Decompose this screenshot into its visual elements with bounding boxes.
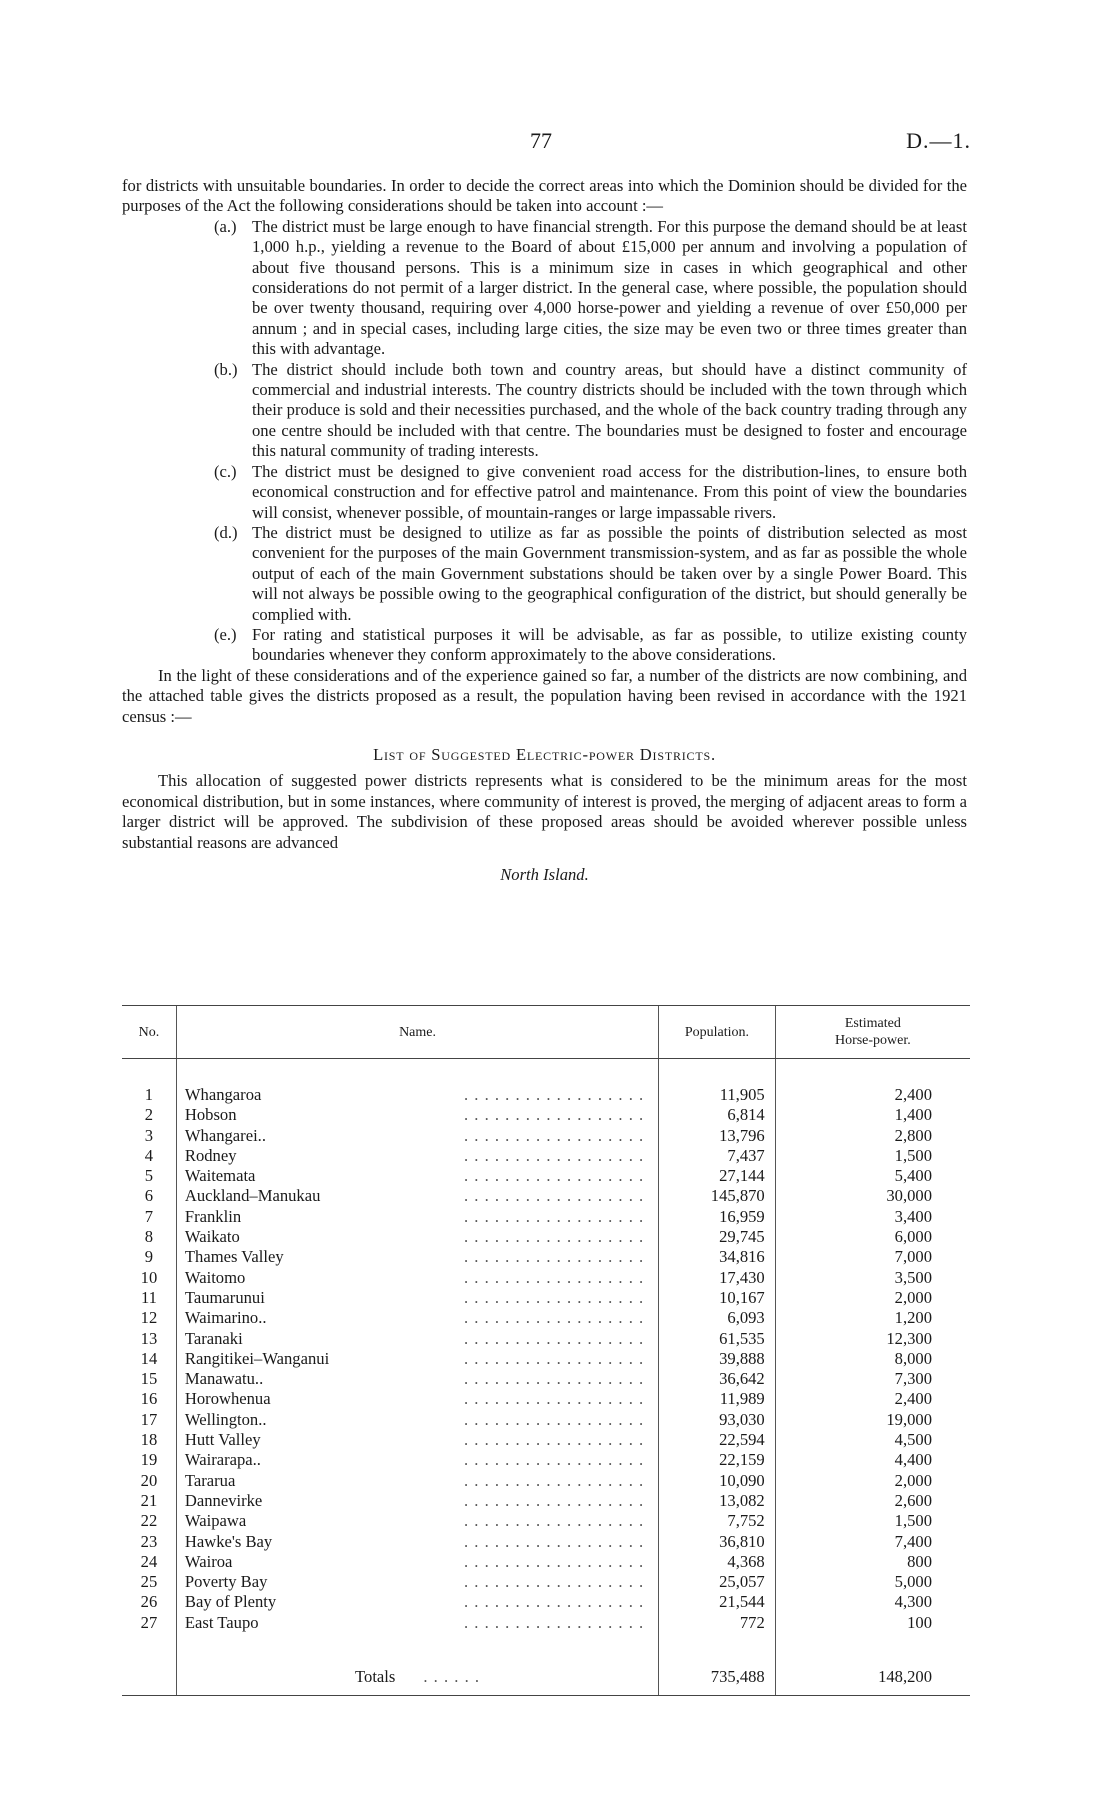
row-number: 9 (144, 1247, 154, 1267)
leader-dots: . . . . . . . . . . . . . . . . . . (463, 1450, 645, 1470)
row-name-cell (176, 1349, 658, 1369)
document-reference: D.—1. (906, 128, 971, 153)
row-population: 61,535 (659, 1329, 776, 1349)
allocation-paragraph: This allocation of suggested power districts represents what is considered to be the minimum areas for the most economical distribution, but in some instances, where community of interest is proved, the merging of adjacent areas to form a larger district will be approved. The subdivision of these proposed areas should be avoided wherever possible unless substantial reasons are advanced (122, 771, 967, 852)
table-row (122, 1227, 970, 1247)
districts-table-wrap (122, 1005, 970, 1696)
row-population: 36,642 (659, 1369, 776, 1389)
district-name: Hutt Valley (184, 1430, 261, 1450)
row-name-cell (176, 1207, 658, 1227)
row-population: 10,090 (659, 1471, 776, 1491)
district-name: Dannevirke (184, 1490, 263, 1510)
district-name: Waipawa (184, 1511, 247, 1531)
district-name: Auckland–Manukau (184, 1186, 321, 1206)
table-row (122, 1389, 970, 1409)
row-number: 7 (144, 1206, 154, 1226)
row-number: 2 (144, 1105, 154, 1125)
leader-dots: . . . . . . . . . . . . . . . . . . (463, 1085, 645, 1104)
district-name: Wairarapa.. (184, 1450, 261, 1470)
leader-dots: . . . . . . . . . . . . . . . . . . (463, 1287, 645, 1307)
district-name: Waikato (184, 1227, 240, 1247)
leader-dots: . . . . . . . . . . . . . . . . . . (463, 1592, 645, 1612)
leader-dots: . . . . . . . . . . . . . . . . . . (463, 1125, 645, 1145)
consideration-text: The district must be large enough to have financial strength. For this purpose the demand should be at least 1,000 h.p., yielding a revenue to the Board of about £15,000 per annum and involving a population of about five thousand persons. This is a minimum size in cases in which geographical and other considerations do not permit of a larger district. In the general case, where possible, the population should be over twenty thousand, requiring over 4,000 horse-power and yielding a revenue of over £50,000 per annum ; and in special cases, including large cities, the size may be even two or three times greater than this with advantage. (252, 216, 967, 359)
row-name-cell (176, 1532, 658, 1552)
row-number: 18 (140, 1430, 158, 1450)
row-horse-power: 19,000 (775, 1410, 970, 1430)
district-name: Whangaroa (184, 1085, 262, 1104)
table-row (122, 1105, 970, 1125)
row-population: 93,030 (659, 1410, 776, 1430)
row-number: 25 (140, 1572, 158, 1592)
row-population: 6,093 (659, 1308, 776, 1328)
row-number: 15 (140, 1369, 158, 1389)
district-name: Waimarino.. (184, 1308, 267, 1328)
row-population: 772 (659, 1613, 776, 1633)
row-population: 4,368 (659, 1552, 776, 1572)
row-number: 14 (140, 1348, 158, 1368)
totals-blank (122, 1659, 176, 1696)
row-population: 22,594 (659, 1430, 776, 1450)
row-population: 27,144 (659, 1166, 776, 1186)
leader-dots: . . . . . . . . . . . . . . . . . . (463, 1247, 645, 1267)
table-row (122, 1471, 970, 1491)
leader-dots: . . . . . . . . . . . . . . . . . . (463, 1369, 645, 1389)
table-row (122, 1410, 970, 1430)
leader-dots: . . . . . . . . . . . . . . . . . . (463, 1227, 645, 1247)
district-name: Manawatu.. (184, 1369, 264, 1389)
row-horse-power: 7,000 (775, 1247, 970, 1267)
table-row (122, 1085, 970, 1105)
row-number: 22 (140, 1511, 158, 1531)
table-row (122, 1247, 970, 1267)
row-name-cell (176, 1105, 658, 1125)
row-name-cell (176, 1126, 658, 1146)
row-name-cell (176, 1450, 658, 1470)
row-name-cell (176, 1329, 658, 1349)
row-name-cell (176, 1085, 658, 1105)
row-population: 7,437 (659, 1146, 776, 1166)
row-number: 23 (140, 1531, 158, 1551)
row-population: 6,814 (659, 1105, 776, 1125)
row-population: 17,430 (659, 1268, 776, 1288)
row-number: 1 (144, 1085, 154, 1104)
row-horse-power: 1,400 (775, 1105, 970, 1125)
districts-table (122, 1005, 970, 1696)
district-name: Hobson (184, 1105, 237, 1125)
district-name: Taranaki (184, 1328, 243, 1348)
row-number: 20 (140, 1470, 158, 1490)
row-population: 29,745 (659, 1227, 776, 1247)
row-population: 10,167 (659, 1288, 776, 1308)
consideration-item (122, 360, 967, 462)
table-row (122, 1288, 970, 1308)
row-horse-power: 2,400 (775, 1085, 970, 1105)
table-row (122, 1592, 970, 1612)
totals-label: Totals (355, 1667, 396, 1687)
table-row (122, 1166, 970, 1186)
table-row (122, 1613, 970, 1633)
table-row (122, 1146, 970, 1166)
row-horse-power: 5,400 (775, 1166, 970, 1186)
row-number: 5 (144, 1166, 154, 1186)
considerations-list (122, 217, 967, 666)
intro-paragraph: for districts with unsuitable boundaries. In order to decide the correct areas into which the Dominion should be divided for the purposes of the Act the following considerations should be taken into account :— (122, 176, 967, 216)
consideration-item (122, 625, 967, 666)
row-population: 11,989 (659, 1389, 776, 1409)
district-name: Bay of Plenty (184, 1592, 277, 1612)
totals-horse-power: 148,200 (775, 1659, 970, 1696)
consideration-mark: (b.) (214, 359, 238, 379)
table-row (122, 1329, 970, 1349)
table-row (122, 1450, 970, 1470)
district-name: Rodney (184, 1145, 237, 1165)
row-horse-power: 8,000 (775, 1349, 970, 1369)
table-row (122, 1552, 970, 1572)
row-name-cell (176, 1186, 658, 1206)
row-horse-power: 7,300 (775, 1369, 970, 1389)
row-name-cell (176, 1389, 658, 1409)
row-name-cell (176, 1613, 658, 1633)
row-number: 12 (140, 1308, 158, 1328)
consideration-text: The district should include both town and country areas, but should have a distinct community of commercial and industrial interests. The country districts should be included with the town through which their produce is sold and their necessities purchased, and the whole of the back country trading through any one centre should be included with that centre. The boundaries must be designed to foster and encourage this natural community of trading interests. (252, 359, 967, 461)
district-name: Whangarei.. (184, 1125, 266, 1145)
table-header-row (122, 1006, 970, 1059)
row-name-cell (176, 1592, 658, 1612)
table-row (122, 1572, 970, 1592)
row-horse-power: 6,000 (775, 1227, 970, 1247)
table-row (122, 1430, 970, 1450)
table-row (122, 1268, 970, 1288)
row-horse-power: 3,400 (775, 1207, 970, 1227)
row-number: 19 (140, 1450, 158, 1470)
leader-dots: . . . . . . . . . . . . . . . . . . (463, 1612, 645, 1632)
district-name: Waitemata (184, 1166, 256, 1186)
row-number: 24 (140, 1551, 158, 1571)
table-row (122, 1491, 970, 1511)
table-row (122, 1532, 970, 1552)
row-number: 13 (140, 1328, 158, 1348)
row-name-cell (176, 1247, 658, 1267)
header-hp-line1: Estimated (844, 1016, 901, 1031)
row-population: 39,888 (659, 1349, 776, 1369)
row-name-cell (176, 1308, 658, 1328)
leader-dots: . . . . . . . . . . . . . . . . . . (463, 1267, 645, 1287)
row-population: 16,959 (659, 1207, 776, 1227)
row-number: 11 (140, 1287, 157, 1307)
consideration-text: The district must be designed to give convenient road access for the distribution-lines, to ensure both economical construction and for effective patrol and maintenance. From this point of view the boundaries will consist, whenever possible, of mountain-ranges or large impassable rivers. (252, 461, 967, 522)
row-population: 7,752 (659, 1511, 776, 1531)
row-population: 11,905 (659, 1085, 776, 1105)
row-population: 34,816 (659, 1247, 776, 1267)
district-name: East Taupo (184, 1612, 259, 1632)
row-population: 145,870 (659, 1186, 776, 1206)
table-row (122, 1207, 970, 1227)
leader-dots: . . . . . . . . . . . . . . . . . . (463, 1206, 645, 1226)
row-population: 22,159 (659, 1450, 776, 1470)
row-number: 10 (140, 1267, 158, 1287)
header-hp-line2: Horse-power. (834, 1033, 911, 1048)
totals-row (122, 1659, 970, 1696)
row-horse-power: 1,200 (775, 1308, 970, 1328)
consideration-text: For rating and statistical purposes it will be advisable, as far as possible, to utilize existing county boundaries whenever they conform approximately to the above considerations. (252, 624, 967, 665)
row-name-cell (176, 1410, 658, 1430)
row-population: 13,796 (659, 1126, 776, 1146)
list-title: List of Suggested Electric-power Districts. (373, 744, 716, 764)
row-number: 6 (144, 1186, 154, 1206)
row-horse-power: 7,400 (775, 1532, 970, 1552)
table-body (122, 1059, 970, 1696)
row-name-cell (176, 1146, 658, 1166)
row-number: 3 (144, 1125, 154, 1145)
district-name: Horowhenua (184, 1389, 271, 1409)
district-name: Waitomo (184, 1267, 246, 1287)
district-name: Wellington.. (184, 1409, 267, 1429)
row-horse-power: 1,500 (775, 1511, 970, 1531)
page-number: 77 (530, 128, 552, 153)
district-name: Taumarunui (184, 1287, 265, 1307)
header-name: Name. (176, 1006, 658, 1059)
consideration-mark: (d.) (214, 522, 238, 542)
consideration-item (122, 523, 967, 625)
row-name-cell (176, 1369, 658, 1389)
row-horse-power: 2,400 (775, 1389, 970, 1409)
page-header (0, 128, 1114, 158)
leader-dots: . . . . . . . . . . . . . . . . . . (463, 1105, 645, 1125)
row-name-cell (176, 1511, 658, 1531)
district-name: Poverty Bay (184, 1572, 268, 1592)
leader-dots: . . . . . . . . . . . . . . . . . . (463, 1145, 645, 1165)
leader-dots: . . . . . . . . . . . . . . . . . . (463, 1430, 645, 1450)
leader-dots: . . . . . . . . . . . . . . . . . . (463, 1389, 645, 1409)
leader-dots: . . . . . . . . . . . . . . . . . . (463, 1308, 645, 1328)
table-caption: North Island. (500, 865, 589, 884)
row-name-cell (176, 1227, 658, 1247)
light-paragraph: In the light of these considerations and of the experience gained so far, a number of the districts are now combining, and the attached table gives the districts proposed as a result, the population having been revised in accordance with the 1921 census :— (122, 665, 967, 726)
row-horse-power: 2,000 (775, 1471, 970, 1491)
leader-dots: . . . . . . . . . . . . . . . . . . (463, 1551, 645, 1571)
leader-dots: . . . . . . . . . . . . . . . . . . (463, 1186, 645, 1206)
row-number: 17 (140, 1409, 158, 1429)
leader-dots: . . . . . . . . . . . . . . . . . . (463, 1511, 645, 1531)
district-name: Hawke's Bay (184, 1531, 273, 1551)
totals-population: 735,488 (659, 1659, 776, 1696)
row-horse-power: 5,000 (775, 1572, 970, 1592)
row-horse-power: 1,500 (775, 1146, 970, 1166)
row-horse-power: 2,000 (775, 1288, 970, 1308)
row-horse-power: 4,400 (775, 1450, 970, 1470)
row-population: 25,057 (659, 1572, 776, 1592)
totals-label-cell (176, 1659, 658, 1696)
header-horse-power (775, 1006, 970, 1059)
table-row (122, 1349, 970, 1369)
district-name: Franklin (184, 1206, 242, 1226)
table-row (122, 1126, 970, 1146)
district-name: Tararua (184, 1470, 236, 1490)
row-name-cell (176, 1572, 658, 1592)
table-row (122, 1186, 970, 1206)
table-row (122, 1308, 970, 1328)
row-number: 8 (144, 1227, 154, 1247)
row-name-cell (176, 1471, 658, 1491)
row-name-cell (176, 1288, 658, 1308)
consideration-item (122, 217, 967, 360)
consideration-mark: (a.) (214, 216, 237, 236)
row-horse-power: 3,500 (775, 1268, 970, 1288)
table-spacer (122, 1059, 970, 1086)
row-horse-power: 100 (775, 1613, 970, 1633)
consideration-mark: (e.) (214, 624, 237, 644)
row-population: 36,810 (659, 1532, 776, 1552)
row-horse-power: 30,000 (775, 1186, 970, 1206)
row-name-cell (176, 1268, 658, 1288)
row-number: 16 (140, 1389, 158, 1409)
leader-dots: . . . . . . . . . . . . . . . . . . (463, 1328, 645, 1348)
row-number: 27 (140, 1612, 158, 1632)
row-horse-power: 2,800 (775, 1126, 970, 1146)
leader-dots: . . . . . . . . . . . . . . . . . . (463, 1470, 645, 1490)
row-horse-power: 800 (775, 1552, 970, 1572)
body-text (122, 176, 967, 893)
consideration-text: The district must be designed to utilize as far as possible the points of distribution selected as most convenient for the purposes of the main Government transmission-system, and as far as possible the whole output of each of the main Government substations should be taken over by a single Power Board. This will not always be possible owing to the geographical configuration of the district, but should generally be complied with. (252, 522, 967, 624)
row-name-cell (176, 1491, 658, 1511)
header-no: No. (122, 1006, 176, 1059)
totals-leader-dots: . . . . . . (423, 1667, 481, 1687)
consideration-mark: (c.) (214, 461, 237, 481)
row-horse-power: 4,500 (775, 1430, 970, 1450)
leader-dots: . . . . . . . . . . . . . . . . . . (463, 1572, 645, 1592)
table-row (122, 1511, 970, 1531)
header-population: Population. (659, 1006, 776, 1059)
district-name: Rangitikei–Wanganui (184, 1348, 330, 1368)
leader-dots: . . . . . . . . . . . . . . . . . . (463, 1166, 645, 1186)
row-population: 21,544 (659, 1592, 776, 1612)
row-number: 4 (144, 1145, 154, 1165)
leader-dots: . . . . . . . . . . . . . . . . . . (463, 1409, 645, 1429)
row-number: 21 (140, 1490, 158, 1510)
row-name-cell (176, 1552, 658, 1572)
leader-dots: . . . . . . . . . . . . . . . . . . (463, 1348, 645, 1368)
leader-dots: . . . . . . . . . . . . . . . . . . (463, 1490, 645, 1510)
table-gap (122, 1633, 970, 1659)
row-number: 26 (140, 1592, 158, 1612)
district-name: Wairoa (184, 1551, 233, 1571)
row-horse-power: 2,600 (775, 1491, 970, 1511)
table-row (122, 1369, 970, 1389)
consideration-item (122, 462, 967, 523)
row-name-cell (176, 1166, 658, 1186)
row-horse-power: 4,300 (775, 1592, 970, 1612)
row-population: 13,082 (659, 1491, 776, 1511)
row-horse-power: 12,300 (775, 1329, 970, 1349)
row-name-cell (176, 1430, 658, 1450)
leader-dots: . . . . . . . . . . . . . . . . . . (463, 1531, 645, 1551)
district-name: Thames Valley (184, 1247, 284, 1267)
